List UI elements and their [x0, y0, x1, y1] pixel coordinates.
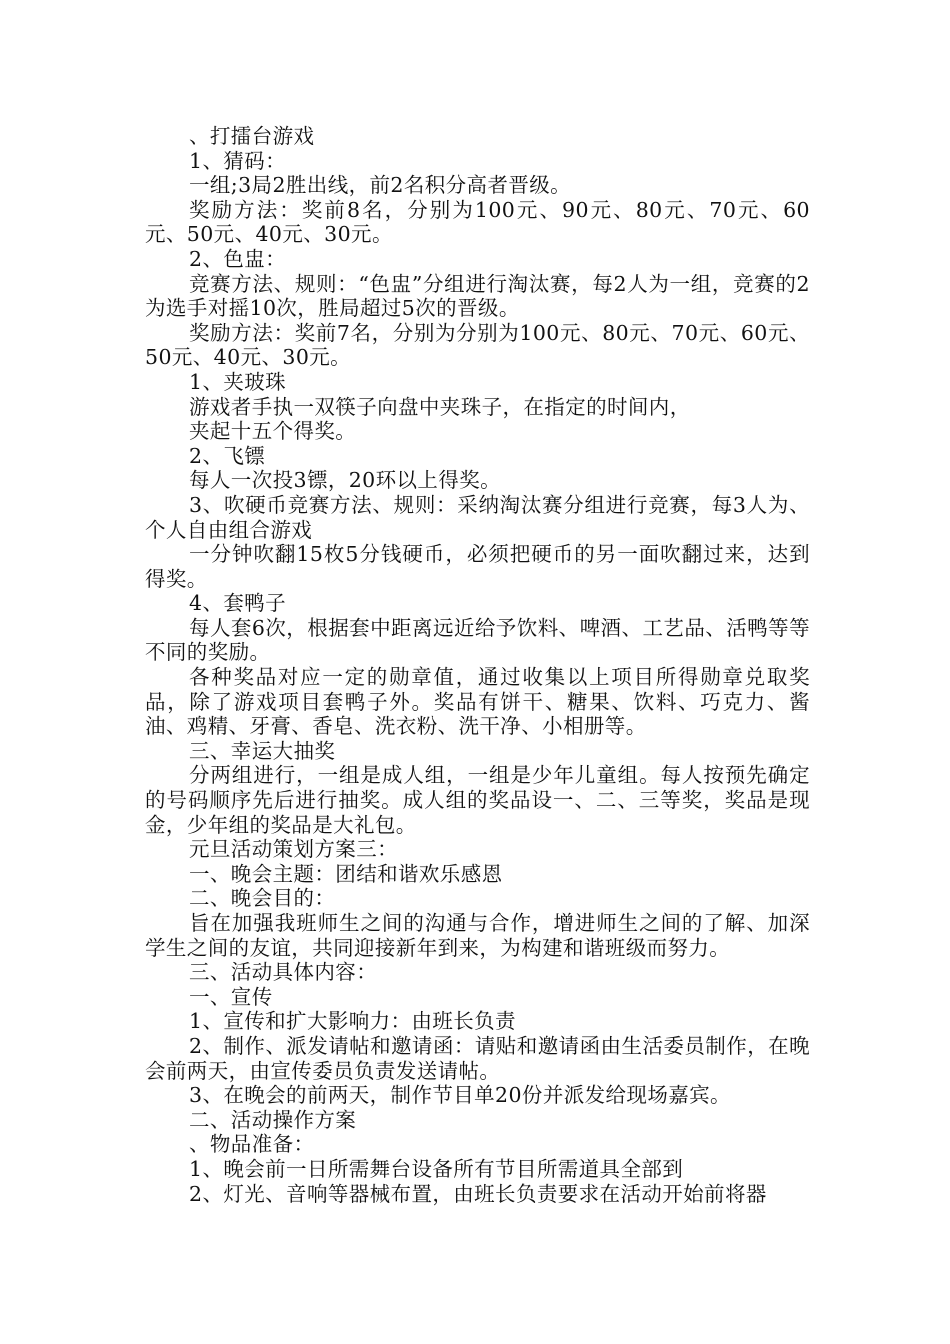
paragraph: 3、吹硬币竞赛方法、规则：采纳淘汰赛分组进行竞赛，每3人为、个人自由组合游戏 — [145, 492, 810, 542]
paragraph: 3、在晚会的前两天，制作节目单20份并派发给现场嘉宾。 — [189, 1083, 731, 1108]
paragraph: 、打擂台游戏 — [189, 124, 315, 148]
paragraph: 二、晚会目的： — [189, 886, 336, 911]
paragraph: 奖励方法：奖前7名，分别为分别为100元、80元、70元、60元、50元、40元、30元。 — [145, 320, 810, 370]
paragraph: 2、飞镖 — [189, 443, 266, 468]
paragraph: 三、幸运大抽奖 — [189, 738, 336, 763]
paragraph: 1、宣传和扩大影响力：由班长负责 — [189, 1009, 516, 1034]
document-body — [145, 124, 810, 1206]
paragraph: 4、套鸭子 — [189, 591, 287, 616]
paragraph: 元旦活动策划方案三： — [189, 837, 398, 862]
paragraph: 夹起十五个得奖。 — [189, 419, 357, 444]
paragraph: 一、宣传 — [189, 984, 273, 1009]
paragraph: 二、活动操作方案 — [189, 1107, 357, 1132]
paragraph: 竞赛方法、规则：“色盅”分组进行淘汰赛，每2人为一组，竞赛的2为选手对摇10次，胜局超过5次的晋级。 — [145, 271, 810, 321]
paragraph: 1、夹玻珠 — [189, 369, 287, 394]
paragraph: 一分钟吹翻15枚5分钱硬币，必须把硬币的另一面吹翻过来，达到得奖。 — [145, 542, 810, 591]
paragraph: 2、制作、派发请帖和邀请函：请贴和邀请函由生活委员制作，在晚会前两天，由宣传委员负责发送请帖。 — [145, 1033, 810, 1083]
paragraph: 分两组进行，一组是成人组，一组是少年儿童组。每人按预先确定的号码顺序先后进行抽奖。成人组的奖品设一、二、三等奖，奖品是现金，少年组的奖品是大礼包。 — [145, 763, 810, 837]
paragraph: 1、晚会前一日所需舞台设备所有节目所需道具全部到 — [189, 1156, 684, 1181]
paragraph: 每人套6次，根据套中距离远近给予饮料、啤酒、工艺品、活鸭等等不同的奖励。 — [145, 615, 810, 665]
paragraph: 游戏者手执一双筷子向盘中夹珠子，在指定的时间内， — [189, 394, 691, 419]
paragraph: 2、灯光、音响等器械布置，由班长负责要求在活动开始前将器 — [189, 1181, 767, 1206]
paragraph: 旨在加强我班师生之间的沟通与合作，增进师生之间的了解、加深学生之间的友谊，共同迎接新年到来，为构建和谐班级而努力。 — [145, 911, 810, 960]
paragraph: 每人一次投3镖，20环以上得奖。 — [189, 468, 502, 493]
paragraph: 一、晚会主题：团结和谐欢乐感恩 — [189, 861, 503, 886]
paragraph: 各种奖品对应一定的勋章值，通过收集以上项目所得勋章兑取奖品，除了游戏项目套鸭子外。奖品有饼干、糖果、饮料、巧克力、酱油、鸡精、牙膏、香皂、洗衣粉、洗干净、小相册等。 — [145, 665, 810, 739]
paragraph: 三、活动具体内容： — [189, 960, 378, 985]
paragraph: 一组;3局2胜出线，前2名积分高者晋级。 — [189, 173, 572, 198]
paragraph: 、物品准备： — [189, 1132, 315, 1157]
paragraph: 1、猜码： — [189, 148, 287, 173]
paragraph: 奖励方法：奖前8名，分别为100元、90元、80元、70元、60元、50元、40元、30元。 — [145, 197, 810, 247]
paragraph: 2、色盅： — [189, 246, 287, 271]
